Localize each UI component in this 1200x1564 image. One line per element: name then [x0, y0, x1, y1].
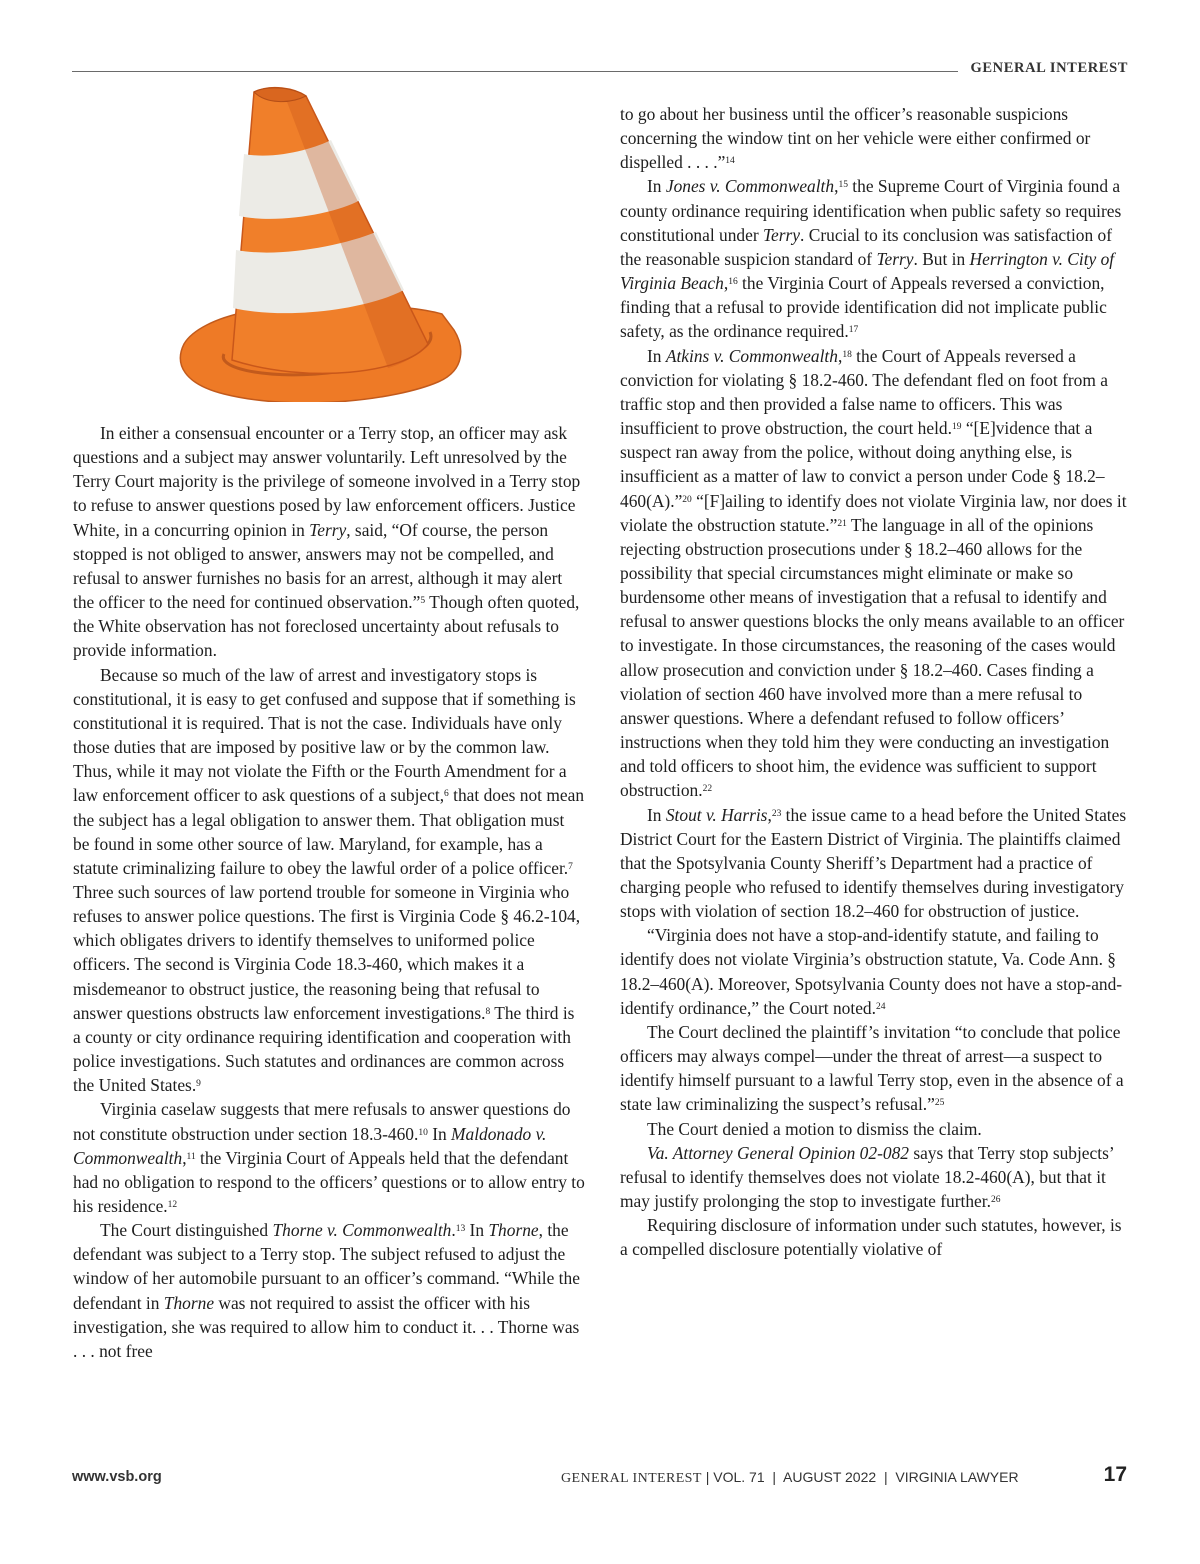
paragraph	[620, 923, 1130, 1020]
footnote-ref: 5	[420, 596, 426, 607]
text-run: In either a consensual encounter or a Terry stop, an officer may ask questions and a subject may answer voluntarily. Left unresolved by the Terry Court majority is the privilege of someone involved in a Terry stop to refuse to answer questions posed by law enforcement officers. Justice White, in a concurring opinion in	[73, 423, 581, 540]
text-run: The third is a county or city ordinance requiring identification and cooperation with police investigations. Such statutes and ordinances are common across the United States.	[73, 1002, 575, 1096]
text-run: ,	[723, 273, 729, 294]
paragraph	[620, 1141, 1130, 1213]
paragraph	[620, 174, 1130, 343]
text-run: The Court distinguished	[100, 1220, 273, 1241]
footnote-ref: 8	[485, 1006, 491, 1017]
paragraph	[620, 803, 1130, 924]
text-run: “Virginia does not have a stop-and-identify statute, and failing to identify does not violate Virginia’s obstruction statute, Va. Code Ann. § 18.2–460(A). Moreover, Spotsylvania County does not have a stop-and-identify ordinance,” the Court noted.	[620, 925, 1123, 1018]
case-citation: Atkins v. Commonwealth	[665, 345, 838, 366]
case-citation: Jones v. Commonwealth	[665, 176, 835, 197]
text-run: to go about her business until the officer’s reasonable suspicions concerning the window tint on her vehicle were either confirmed or dispelled . . . .”	[620, 104, 1091, 173]
footnote-ref: 24	[875, 1001, 886, 1012]
text-run: Though often quoted, the White observation has not foreclosed uncertainty about refusals to provide information.	[73, 592, 580, 661]
case-citation: Thorne	[488, 1220, 539, 1241]
header-rule	[72, 71, 958, 72]
paragraph	[73, 1218, 585, 1363]
text-run: the Virginia Court of Appeals reversed a conviction, finding that a refusal to provide identification did not implicate public safety, as the ordinance required.	[620, 273, 1107, 342]
case-citation: Terry	[762, 224, 801, 245]
text-run: Virginia caselaw suggests that mere refusals to answer questions do not constitute obstruction under section 18.3-460.	[73, 1099, 571, 1144]
footnote-ref: 13	[455, 1224, 466, 1235]
left-column	[73, 421, 585, 1363]
case-citation: Va. Attorney General Opinion 02-082	[647, 1142, 909, 1163]
case-citation: Terry	[876, 248, 914, 269]
text-run: Requiring disclosure of information under such statutes, however, is a compelled disclosure potentially violative of	[620, 1215, 1122, 1260]
footer-issue: AUGUST 2022	[783, 1469, 877, 1485]
text-run: ,	[837, 345, 843, 366]
footnote-ref: 11	[186, 1151, 196, 1162]
text-run: Three such sources of law portend trouble for someone in Virginia who refuses to answer police questions. The first is Virginia Code § 46.2-104, which obligates drivers to identify themselves to uniformed police officers. The second is Virginia Code 18.3-460, which makes it a misdemeanor to obstruct justice, the reasoning being that refusal to answer questions obstructs law enforcement investigations.	[73, 881, 581, 1023]
footnote-ref: 23	[771, 808, 782, 819]
footnote-ref: 10	[418, 1127, 428, 1138]
paragraph	[73, 1097, 585, 1218]
footer-website[interactable]: www.vsb.org	[72, 1469, 162, 1485]
footnote-ref: 25	[934, 1098, 945, 1109]
footer-section: GENERAL INTEREST	[561, 1471, 702, 1486]
text-run: ,	[834, 176, 839, 197]
paragraph	[73, 663, 585, 1098]
case-citation: Stout v. Harris	[665, 804, 768, 825]
text-run: . But in	[913, 248, 970, 269]
footnote-ref: 20	[682, 494, 692, 505]
text-run: the Supreme Court of Virginia found a county ordinance requiring identification when public safety so requires constitutional under	[620, 176, 1122, 245]
paragraph	[73, 421, 585, 663]
paragraph	[620, 1020, 1130, 1117]
text-run: In	[647, 345, 666, 366]
text-run: says that Terry stop subjects’ refusal to identify themselves does not violate 18.2-460(A), but that it may justify prolonging the stop to investigate further.	[620, 1142, 1114, 1212]
text-run: , said, “Of course, the person stopped is not obliged to answer, answers may not be compelled, and refusal to answer furnishes no basis for an arrest, although it may alert the officer to the need for continued observation.”	[73, 519, 563, 613]
traffic-cone-icon	[166, 82, 466, 402]
footer-running-title	[561, 1469, 1019, 1487]
text-run: .	[451, 1220, 456, 1241]
case-citation: Thorne	[163, 1292, 215, 1313]
footnote-ref: 26	[990, 1195, 1001, 1206]
text-run: “[F]ailing to identify does not violate Virginia law, nor does it violate the obstruction statute.”	[620, 490, 1127, 535]
text-run: The language in all of the opinions rejecting obstruction prosecutions under § 18.2–460 allows for the possibility that special circumstances might eliminate or make so burdensome other means of investigation that a refusal to identify and refusal to answer questions blocks the only means available to an officer to investigate. In those circumstances, the reasoning of the cases would allow prosecution and conviction under § 18.2–460. Cases finding a violation of section 460 have involved more than a mere refusal to answer questions. Where a defendant refused to follow officers’ instructions when they told him they were conducting an investigation and told officers to shoot him, the evidence was sufficient to support obstruction.	[620, 514, 1125, 801]
footnote-ref: 22	[702, 784, 713, 795]
footer-separator: |	[883, 1469, 888, 1485]
paragraph	[620, 1117, 1130, 1141]
case-citation: Herrington v. City of Virginia Beach	[620, 248, 1115, 294]
footnote-ref: 15	[838, 180, 848, 191]
text-run: the Court of Appeals reversed a conviction for violating § 18.2-460. The defendant fled on foot from a traffic stop and then provided a false name to officers. This was insufficient to prove obstruction, the court held.	[620, 345, 1108, 439]
case-citation: Terry	[309, 519, 347, 540]
section-tag: GENERAL INTEREST	[970, 60, 1128, 76]
case-citation: Maldonado v. Commonwealth	[73, 1123, 547, 1168]
footnote-ref: 19	[951, 422, 962, 433]
text-run: “[E]vidence that a suspect ran away from the police, without doing anything else, is insufficient as a matter of law to convict a person under Code § 18.2–460(A).”	[620, 418, 1105, 511]
paragraph	[620, 344, 1130, 803]
footnote-ref: 12	[167, 1200, 178, 1210]
text-run: Because so much of the law of arrest and investigatory stops is constitutional, it is easy to get confused and suppose that if something is constitutional it is required. That is not the case. Individuals have only those duties that are imposed by positive law or by the common law. Thus, while it may not violate the Fifth or the Fourth Amendment for a law enforcement officer to ask questions of a subject,	[73, 664, 576, 806]
right-column	[620, 102, 1130, 1262]
footnote-ref: 6	[444, 789, 449, 800]
text-run: , the defendant was subject to a Terry stop. The subject refused to adjust the window of her automobile pursuant to an officer’s command. “While the defendant in	[73, 1220, 580, 1313]
footnote-ref: 7	[568, 861, 573, 872]
text-run: the Virginia Court of Appeals held that the defendant had no obligation to respond to the officers’ questions or to allow entry to his residence.	[73, 1147, 585, 1216]
footnote-ref: 21	[837, 518, 847, 529]
footer-separator: |	[772, 1469, 777, 1485]
footnote-ref: 14	[725, 156, 735, 167]
footer-volume: VOL. 71	[713, 1469, 765, 1485]
text-run: . Crucial to its conclusion was satisfaction of the reasonable suspicion standard of	[620, 224, 1113, 269]
text-run: In	[465, 1220, 489, 1241]
footer-publication: VIRGINIA LAWYER	[895, 1469, 1019, 1485]
case-citation: Thorne v. Commonwealth	[272, 1220, 452, 1241]
text-run: the issue came to a head before the United States District Court for the Eastern District of Virginia. The plaintiffs claimed that the Spotsylvania County Sheriff’s Department had a practice of charging people who refused to identify themselves during investigatory stops with violation of section 18.2–460 for obstruction of justice.	[620, 804, 1127, 922]
text-run: The Court denied a motion to dismiss the claim.	[647, 1118, 982, 1139]
page-number: 17	[1103, 1463, 1127, 1486]
paragraph	[620, 1213, 1130, 1261]
text-run: In	[647, 176, 666, 197]
text-run: In	[427, 1123, 452, 1144]
text-run: ,	[182, 1147, 187, 1168]
text-run: In	[647, 804, 666, 825]
footnote-ref: 9	[196, 1079, 201, 1090]
text-run: ,	[767, 804, 772, 825]
footnote-ref: 18	[842, 349, 852, 360]
footnote-ref: 17	[848, 325, 859, 336]
footnote-ref: 16	[728, 277, 738, 288]
text-run: that does not mean the subject has a legal obligation to answer them. That obligation must be found in some other source of law. Maryland, for example, has a statute criminalizing failure to obey the lawful order of a police officer.	[73, 785, 585, 878]
footer-separator: |	[705, 1469, 710, 1485]
text-run: was not required to assist the officer with his investigation, she was required to allow him to conduct it. . . Thorne was . . . not free	[73, 1292, 580, 1361]
paragraph	[620, 102, 1130, 174]
text-run: The Court declined the plaintiff’s invitation “to conclude that police officers may always compel—under the threat of arrest—a suspect to identify himself pursuant to a lawful Terry stop, even in the absence of a state law criminalizing the suspect’s refusal.”	[620, 1021, 1124, 1115]
